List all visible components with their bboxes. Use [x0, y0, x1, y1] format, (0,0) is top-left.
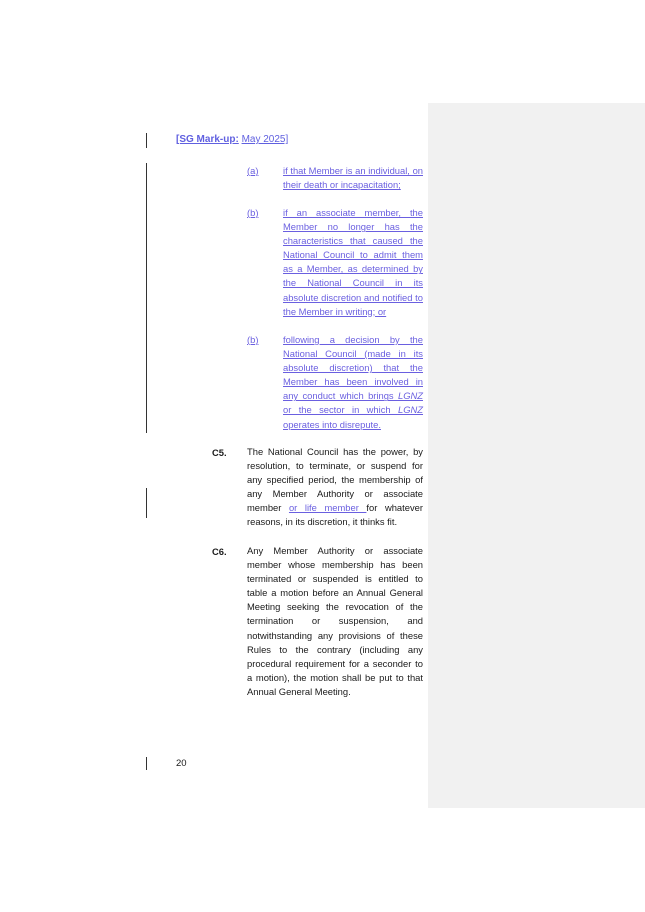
page-number: 20 — [176, 758, 187, 769]
change-bar-footer — [146, 757, 147, 770]
change-bar-subclauses — [146, 163, 147, 433]
subclause-b1-label: (b) — [247, 207, 259, 218]
clause-c5-number: C5. — [212, 447, 227, 458]
subclause-b2-text-after: operates into disrepute. — [283, 418, 381, 430]
markup-header — [176, 134, 288, 145]
subclause-b2-em2: LGNZ — [397, 404, 423, 416]
clause-c6-text: Any Member Authority or associate member whose membership has been terminated or suspended is entitled to table a motion before an Annual General Meeting seeking the revocation of the termination or suspension, and notwithstanding any provisions of these Rules to the contrary (including any procedural requirement for a seconder to a motion), the motion shall be put to that Annual General Meeting. — [247, 545, 423, 697]
subclause-b1-text: if an associate member, the Member no longer has the characteristics that caused the National Council to admit them as a Member, as determined by the National Council in its absolute discretion and notified to the Member in writing; or — [283, 207, 423, 317]
subclause-b2-text-mid: or the sector in which — [283, 404, 398, 416]
clause-c5-inserted: or life member — [288, 502, 367, 514]
markup-tag: [SG Mark-up: — [176, 134, 239, 145]
markup-date: May 2025] — [241, 134, 289, 145]
clause-c5-text-before: The National Council has the power, by resolution, to terminate, or suspend for any specified period, the membership of any Member Authority or associate member — [247, 446, 423, 514]
clause-c5-text-after: for whatever reasons, in its discretion, it thinks fit. — [247, 502, 423, 528]
clause-c5-text — [247, 445, 423, 530]
change-bar-header — [146, 133, 147, 148]
clause-c6-number: C6. — [212, 546, 227, 557]
subclause-b2-text-before: following a decision by the National Council (made in its absolute discretion) that the Member has been involved in any conduct which brings — [283, 334, 423, 402]
subclause-a-text: if that Member is an individual, on their death or incapacitation; — [283, 165, 423, 191]
change-bar-c5 — [146, 488, 147, 518]
comment-pane — [428, 103, 645, 808]
subclause-b2-text — [283, 333, 423, 432]
subclause-b2-label: (b) — [247, 334, 259, 345]
subclause-a-label: (a) — [247, 165, 259, 176]
subclause-b2-em1: LGNZ — [397, 390, 423, 402]
